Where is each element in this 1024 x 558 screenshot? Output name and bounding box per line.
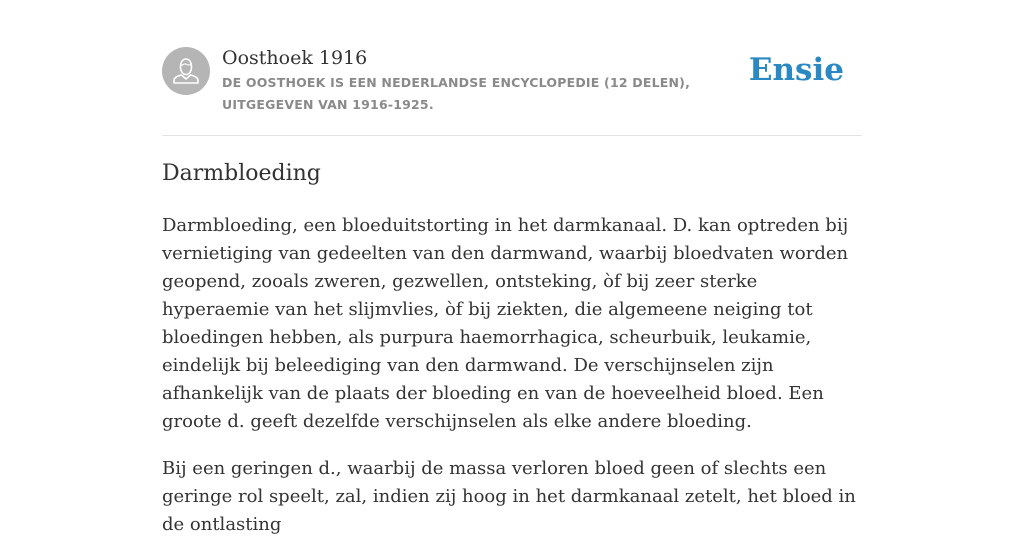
user-icon <box>162 47 210 95</box>
source-header <box>162 46 862 116</box>
article-body <box>162 212 868 558</box>
source-title[interactable]: Oosthoek 1916 <box>222 47 368 69</box>
article-paragraph: Bij een geringen d., waarbij de massa verloren bloed geen of slechts een geringe rol speelt, zal, indien zij hoog in het darmkanaal zetelt, het bloed in de ontlasting <box>162 458 856 535</box>
header-divider <box>162 135 862 136</box>
ensie-logo-link[interactable]: Ensie <box>748 52 844 88</box>
avatar[interactable] <box>162 47 210 95</box>
article-paragraph: Darmbloeding, een bloeduitstorting in het darmkanaal. D. kan optreden bij vernietiging van gedeelten van den darmwand, waarbij bloedvaten worden geopend, zooals zweren, gezwellen, ontsteking, òf bij zeer sterke hyperaemie van het slijmvlies, òf bij ziekten, die algemeene neiging tot bloedingen hebben, als purpura haemorrhagica, scheurbuik, leukamie, eindelijk bij beleediging van den darmwand. De verschijnselen zijn afhankelijk van de plaats der bloeding en van de hoeveelheid bloed. Een groote d. geeft dezelfde verschijnselen als elke andere bloeding. <box>162 215 849 432</box>
article-title: Darmbloeding <box>162 161 321 186</box>
source-description: DE OOSTHOEK IS EEN NEDERLANDSE ENCYCLOPEDIE (12 DELEN), UITGEGEVEN VAN 1916-1925. <box>222 75 691 112</box>
